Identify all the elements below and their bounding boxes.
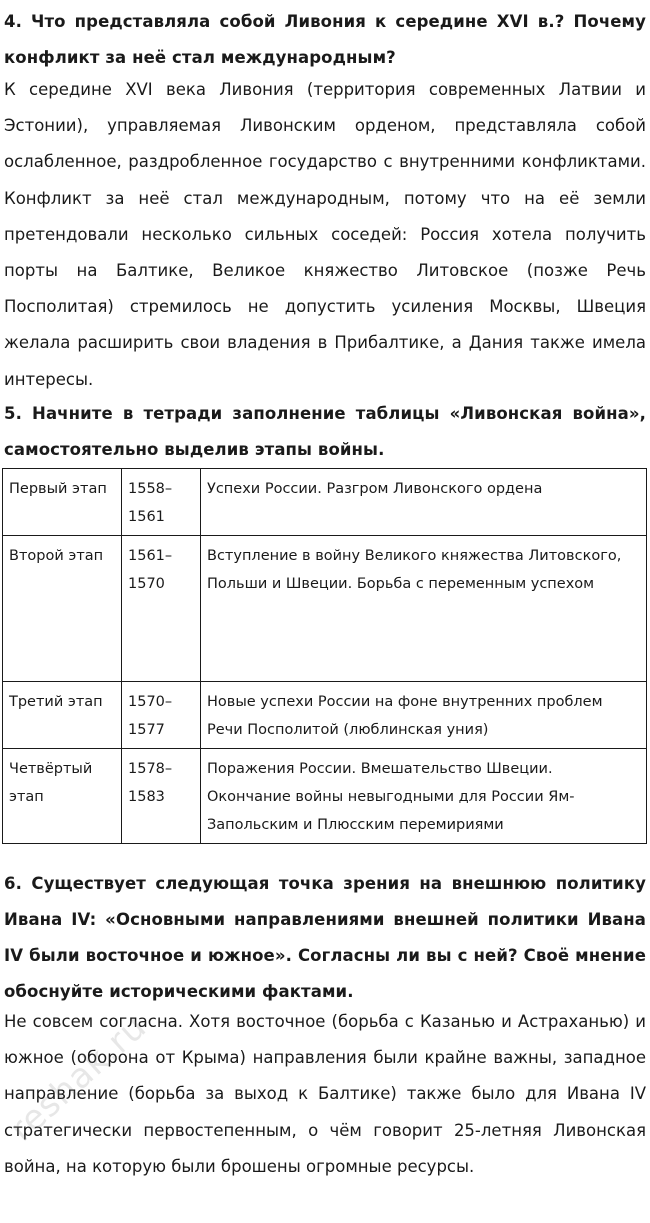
events-cell: Вступление в войну Великого княжества Литовского, Польши и Швеции. Борьба с переменным успехом: [201, 536, 647, 682]
table-row: [3, 749, 647, 844]
table-row: [3, 682, 647, 749]
events-cell: Поражения России. Вмешательство Швеции. Окончание войны невыгодными для России Ям-Запольским и Плюсским перемириями: [201, 749, 647, 844]
question-5: 5. Начните в тетради заполнение таблицы «Ливонская война», самостоятельно выделив этапы войны.: [4, 404, 646, 459]
table-row: [3, 536, 647, 682]
answer-6: Не совсем согласна. Хотя восточное (борьба с Казанью и Астраханью) и южное (оборона от Крыма) направления были крайне важны, западное направление (борьба за выход к Балтике) также было для Ивана IV стратегически первостепенным, о чём говорит 25-летняя Ливонская война, на которую были брошены огромные ресурсы.: [4, 1012, 646, 1176]
table-row: [3, 469, 647, 536]
events-cell: Успехи России. Разгром Ливонского ордена: [201, 469, 647, 536]
stage-cell: Четвёртый этап: [3, 749, 122, 844]
years-cell: 1558–1561: [122, 469, 201, 536]
years-cell: 1561–1570: [122, 536, 201, 682]
livonian-war-table: [2, 468, 647, 844]
years-cell: 1578–1583: [122, 749, 201, 844]
years-cell: 1570–1577: [122, 682, 201, 749]
question-6: 6. Существует следующая точка зрения на внешнюю политику Ивана IV: «Основными направлениями внешней политики Ивана IV были восточное и южное». Согласны ли вы с ней? Своё мнение обоснуйте историческими фактами.: [4, 874, 646, 1001]
watermark: reshak.ru: [2, 1006, 155, 1150]
stage-cell: Третий этап: [3, 682, 122, 749]
stage-cell: Первый этап: [3, 469, 122, 536]
answer-4: К середине XVI века Ливония (территория современных Латвии и Эстонии), управляемая Ливонским орденом, представляла собой ослабленное, раздробленное государство с внутренними конфликтами. Конфликт за неё стал международным, потому что на её земли претендовали несколько сильных соседей: Россия хотела получить порты на Балтике, Великое княжество Литовское (позже Речь Посполитая) стремилось не допустить усиления Москвы, Швеция желала расширить свои владения в Прибалтике, а Дания также имела интересы.: [4, 80, 646, 389]
stage-cell: Второй этап: [3, 536, 122, 682]
events-cell: Новые успехи России на фоне внутренних проблем Речи Посполитой (люблинская уния): [201, 682, 647, 749]
question-4: 4. Что представляла собой Ливония к середине XVI в.? Почему конфликт за неё стал международным?: [4, 12, 646, 67]
